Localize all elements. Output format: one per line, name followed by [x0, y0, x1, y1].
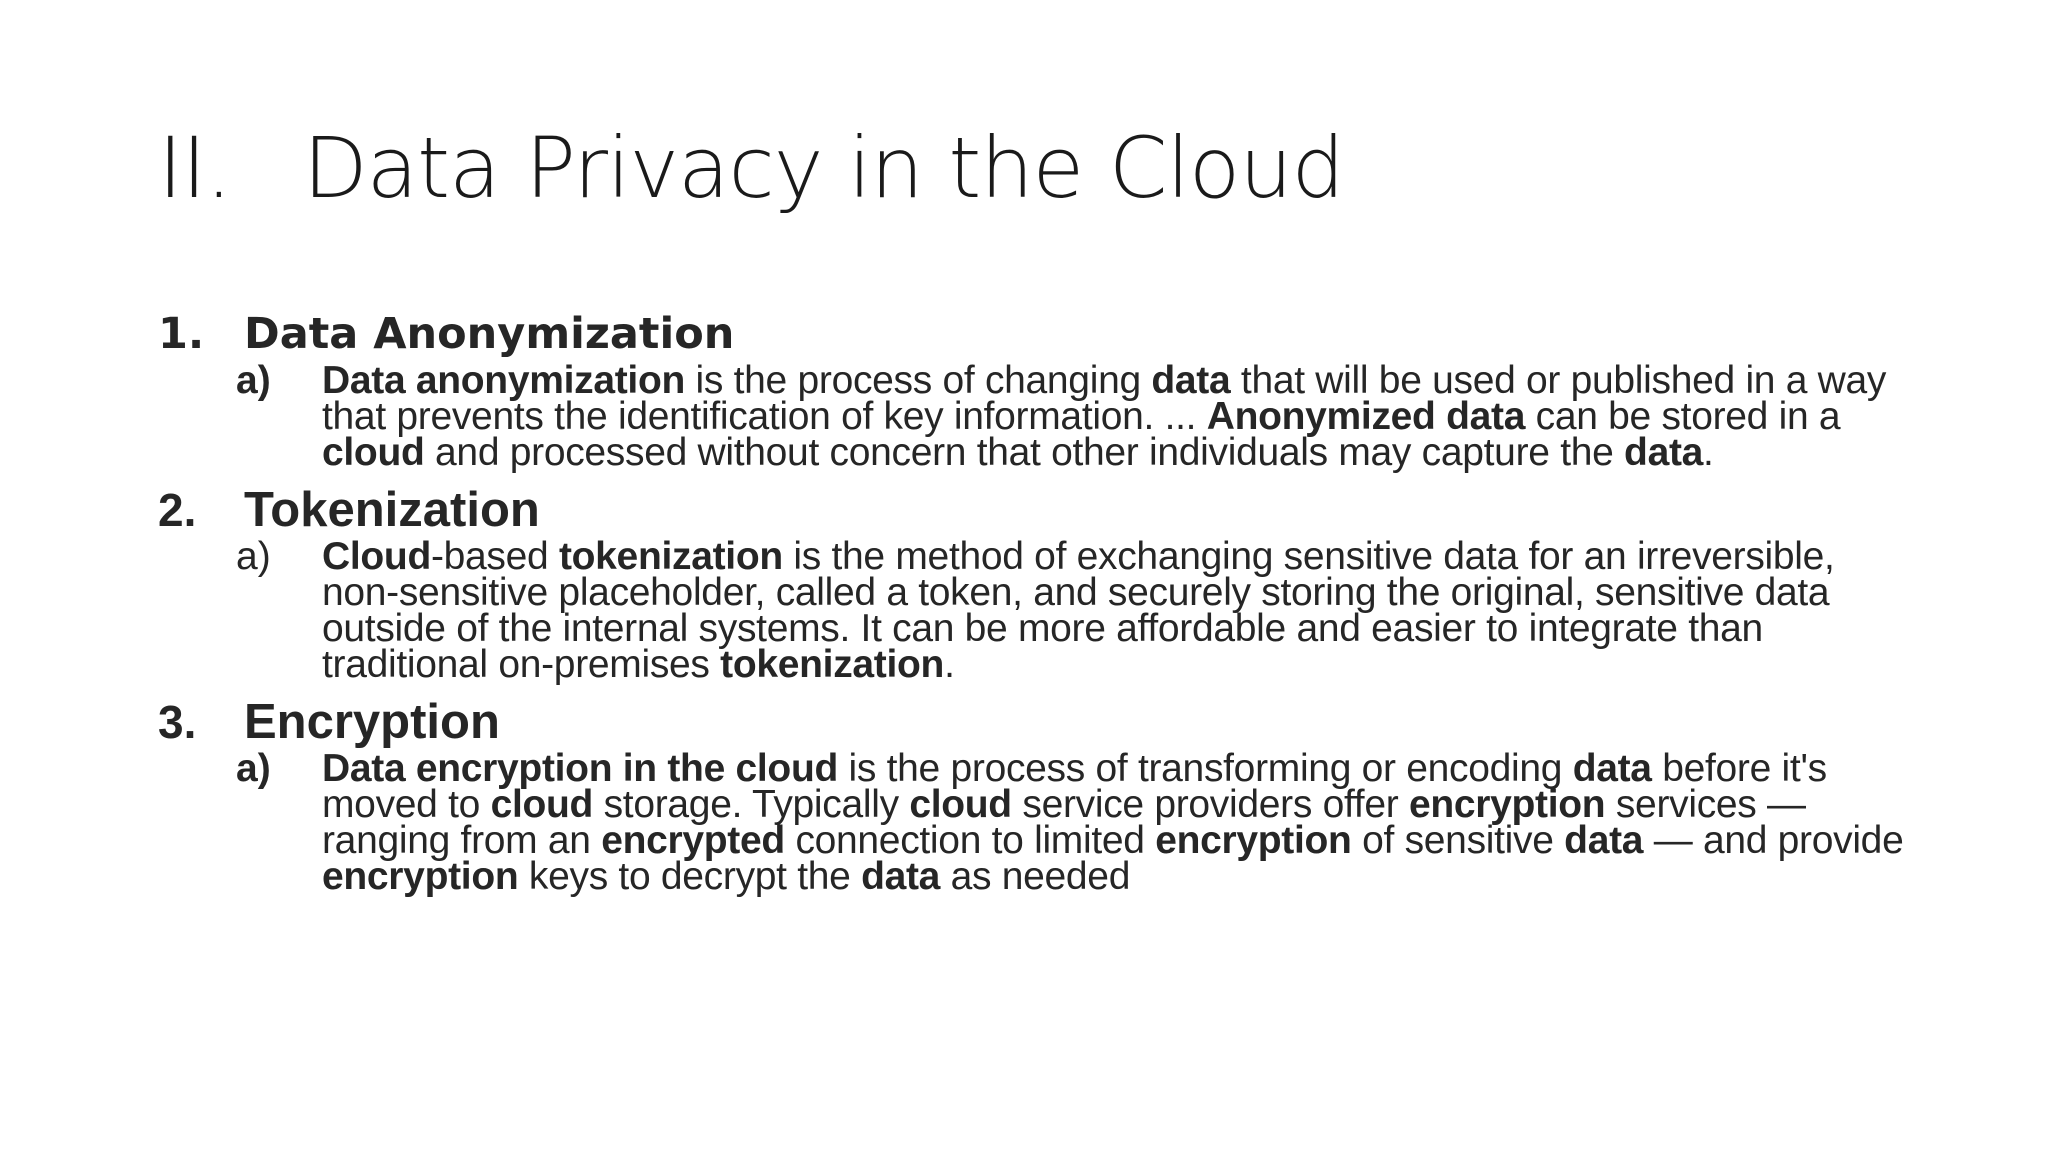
- section-number: 1.: [158, 309, 205, 359]
- bold-text-run: Data encryption in the cloud: [322, 747, 838, 790]
- item-label: a): [236, 359, 271, 402]
- bold-text-run: encryption: [1408, 783, 1606, 826]
- bold-text-run: cloud: [322, 431, 425, 474]
- bold-text-run: cloud: [490, 783, 594, 826]
- bold-text-run: cloud: [909, 783, 1012, 826]
- section-heading: [158, 481, 1918, 539]
- item-label: a): [236, 747, 271, 790]
- section-data-anonymization: [158, 305, 1918, 474]
- text-run: .: [1703, 431, 1714, 474]
- item-text: [322, 747, 1918, 898]
- bold-text-run: encryption: [1155, 819, 1352, 862]
- slide-title: [158, 118, 1344, 218]
- bold-text-run: encrypted: [601, 819, 785, 862]
- section-title: Encryption: [244, 695, 500, 749]
- item-text: [322, 535, 1918, 686]
- text-run: before it's moved to: [322, 747, 1827, 826]
- text-run: is the process of changing: [685, 359, 1152, 402]
- text-run: service providers offer: [1011, 783, 1409, 826]
- section-heading: [158, 693, 1918, 751]
- section-heading: [158, 305, 1918, 363]
- item-label: a): [236, 535, 271, 578]
- text-run: and processed without concern that other individuals may capture the: [424, 431, 1625, 474]
- bold-text-run: data: [1151, 359, 1231, 402]
- section-number: 3.: [158, 696, 197, 748]
- bold-text-run: encryption: [322, 855, 519, 898]
- text-run: -based: [430, 535, 559, 578]
- section-number: 2.: [158, 484, 197, 536]
- bold-text-run: Data anonymization: [322, 359, 685, 402]
- bold-text-run: data: [1624, 431, 1704, 474]
- slide-title-text: Data Privacy in the Cloud: [303, 119, 1344, 217]
- text-run: keys to decrypt the: [518, 855, 862, 898]
- bold-text-run: Anonymized data: [1206, 395, 1526, 438]
- text-run: of sensitive: [1351, 819, 1565, 862]
- bold-text-run: data: [1572, 747, 1652, 790]
- text-run: connection to limited: [784, 819, 1156, 862]
- list-item: [236, 747, 1918, 898]
- item-text: [322, 359, 1918, 474]
- list-item: [236, 535, 1918, 686]
- slide-title-number: II.: [158, 119, 232, 217]
- section-title: Tokenization: [244, 483, 540, 537]
- text-run: storage. Typically: [593, 783, 910, 826]
- bold-text-run: tokenization: [720, 643, 945, 686]
- bold-text-run: tokenization: [558, 535, 783, 578]
- text-run: is the method of exchanging sensitive data for an irreversible, non-sensitive placeholder, called a token, and securely storing the original, sensitive data outside of the internal systems. It can be more affordable and easier to integrate than traditional on-premises: [322, 535, 1835, 686]
- text-run: can be stored in a: [1525, 395, 1841, 438]
- section-tokenization: [158, 481, 1918, 686]
- text-run: as needed: [940, 855, 1131, 898]
- section-encryption: [158, 693, 1918, 898]
- slide-content: [158, 305, 1918, 905]
- section-title: Data Anonymization: [244, 309, 735, 359]
- text-run: is the process of transforming or encoding: [838, 747, 1573, 790]
- list-item: [236, 359, 1918, 474]
- text-run: that will be used or published in a way that prevents the identification of key information. ...: [322, 359, 1887, 438]
- bold-text-run: Cloud: [322, 535, 431, 578]
- text-run: .: [944, 643, 955, 686]
- text-run: services — ranging from an: [322, 783, 1806, 862]
- bold-text-run: data: [861, 855, 941, 898]
- text-run: — and provide: [1643, 819, 1904, 862]
- bold-text-run: data: [1564, 819, 1644, 862]
